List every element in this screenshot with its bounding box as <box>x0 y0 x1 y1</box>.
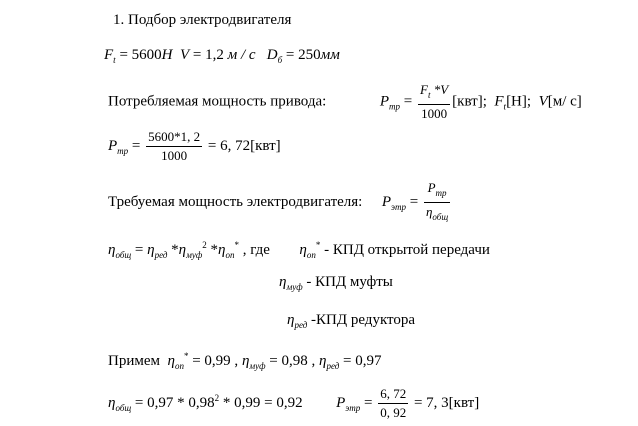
definition-red <box>287 311 415 334</box>
acc-c-sub: ред <box>326 361 340 371</box>
accept-values <box>108 347 382 375</box>
ft-subscript: t <box>113 55 116 65</box>
acc-b-symbol: η <box>241 353 250 369</box>
def2-text: - КПД муфты <box>302 274 393 290</box>
ft-value: = 5600 <box>115 47 162 63</box>
pemr-denominator <box>424 203 450 225</box>
calc-eq: = <box>128 138 145 154</box>
v-value: = 1,2 <box>189 47 224 63</box>
def1-symbol: η <box>299 242 307 258</box>
note-ft-sub: t <box>503 101 507 112</box>
calc-ptr-sub: тр <box>117 146 129 156</box>
ptr-subscript: тр <box>389 101 401 112</box>
eta-total-sub: общ <box>115 250 132 260</box>
ptr-eq: = <box>400 93 416 110</box>
def3-text: -КПД редуктора <box>307 312 416 328</box>
calc-result: = 6, 72[квт] <box>204 138 281 154</box>
final-denominator: 0, 92 <box>380 405 407 421</box>
eta-muf-sup: 2 <box>202 240 207 250</box>
pemr-sub: эmр <box>391 201 406 212</box>
final-p-symbol: P <box>336 395 346 411</box>
pemr-symbol: P <box>381 193 392 210</box>
ptr-symbol: P <box>379 93 390 110</box>
final-expr-sup: 2 <box>214 393 220 403</box>
acc-c-symbol: η <box>319 353 327 369</box>
motor-power-line <box>108 180 452 225</box>
eta-op-sup: * <box>234 240 239 250</box>
heading-text: 1. Подбор электродвигателя <box>113 12 292 28</box>
pemr-fraction <box>424 180 450 225</box>
section-heading <box>113 11 291 29</box>
calc-ptr-symbol: P <box>108 138 118 154</box>
num-p-sub: тр <box>435 188 447 198</box>
final-result: = 7, 3[квт] <box>410 395 480 411</box>
d-subscript: б <box>277 55 283 65</box>
final-eta-symbol: η <box>108 395 116 411</box>
pemr-numerator <box>424 180 450 203</box>
num-p: P <box>427 180 436 195</box>
den-eta-sub: общ <box>432 212 449 222</box>
power-required-label: Потребляемая мощность привода: <box>108 93 327 110</box>
calc-numerator: 5600*1, 2 <box>146 129 202 147</box>
def3-symbol: η <box>287 312 295 328</box>
note-v-unit: [м/ с] <box>547 93 582 110</box>
acc-a-sub: оп <box>174 361 184 371</box>
num-f-sub: t <box>427 90 431 100</box>
ptr-denominator: 1000 <box>421 106 448 121</box>
definition-muf <box>279 273 393 296</box>
note-ft-unit: [Н]; <box>506 93 532 110</box>
final-expr-b: * 0,99 = 0,92 <box>219 395 303 411</box>
ptr-fraction <box>418 82 450 122</box>
final-numerator: 6, 72 <box>378 386 408 404</box>
eta-red-sub: ред <box>154 250 168 260</box>
eta-muf-sub: муф <box>186 250 203 260</box>
calc-fraction <box>146 129 202 164</box>
acc-b-sub: муф <box>249 361 266 371</box>
def2-sub: муф <box>286 282 303 292</box>
acc-b-value: = 0,98 , <box>265 353 316 369</box>
eta-op-symbol: η <box>218 242 226 258</box>
final-p-eq: = <box>360 395 377 411</box>
ptr-numerator <box>418 82 450 105</box>
den-eta: η <box>425 204 433 219</box>
d-unit: мм <box>320 47 340 63</box>
num-f: F <box>419 82 428 97</box>
where-text: , где <box>238 242 270 258</box>
final-eta-sub: общ <box>115 403 132 413</box>
given-values <box>104 46 340 69</box>
eta-red-symbol: η <box>147 242 155 258</box>
d-value: = 250 <box>282 47 321 63</box>
note-ft-symbol: F <box>494 93 504 110</box>
note-v-symbol: V <box>538 93 548 110</box>
efficiency-line <box>108 236 490 264</box>
final-p-sub: эmр <box>345 403 361 413</box>
def3-sub: ред <box>294 320 308 330</box>
v-unit: м / с <box>227 47 256 63</box>
motor-power-label: Требуемая мощность электродвигателя: <box>108 193 363 210</box>
def1-sub: оп <box>306 250 316 260</box>
final-fraction <box>378 386 408 421</box>
num-rest: *V <box>430 82 449 97</box>
eta-total-symbol: η <box>108 242 116 258</box>
power-calculation <box>108 128 281 169</box>
final-calculation <box>108 380 479 426</box>
acc-a-symbol: η <box>167 353 175 369</box>
def1-text: - КПД открытой передачи <box>320 242 490 258</box>
mul-1: * <box>167 242 179 258</box>
ft-symbol: F <box>104 47 114 63</box>
acc-c-value: = 0,97 <box>339 353 382 369</box>
final-expr-a: = 0,97 * 0,98 <box>131 395 215 411</box>
eta-op-sub: оп <box>225 250 235 260</box>
eta-muf-symbol: η <box>178 242 187 258</box>
ptr-unit: [квт]; <box>452 93 487 110</box>
acc-a-sup: * <box>183 351 189 361</box>
ft-unit: Н <box>161 47 173 63</box>
mul-2: * <box>206 242 218 258</box>
v-symbol: V <box>180 47 190 63</box>
acc-a-value: = 0,99 , <box>188 353 239 369</box>
eta-eq: = <box>131 242 148 258</box>
def1-sup: * <box>315 240 321 250</box>
pemr-eq: = <box>406 193 422 210</box>
def2-symbol: η <box>279 274 287 290</box>
power-required-line <box>108 82 582 124</box>
calc-denominator: 1000 <box>161 148 188 164</box>
accept-label: Примем <box>108 353 161 369</box>
d-symbol: D <box>266 47 278 63</box>
